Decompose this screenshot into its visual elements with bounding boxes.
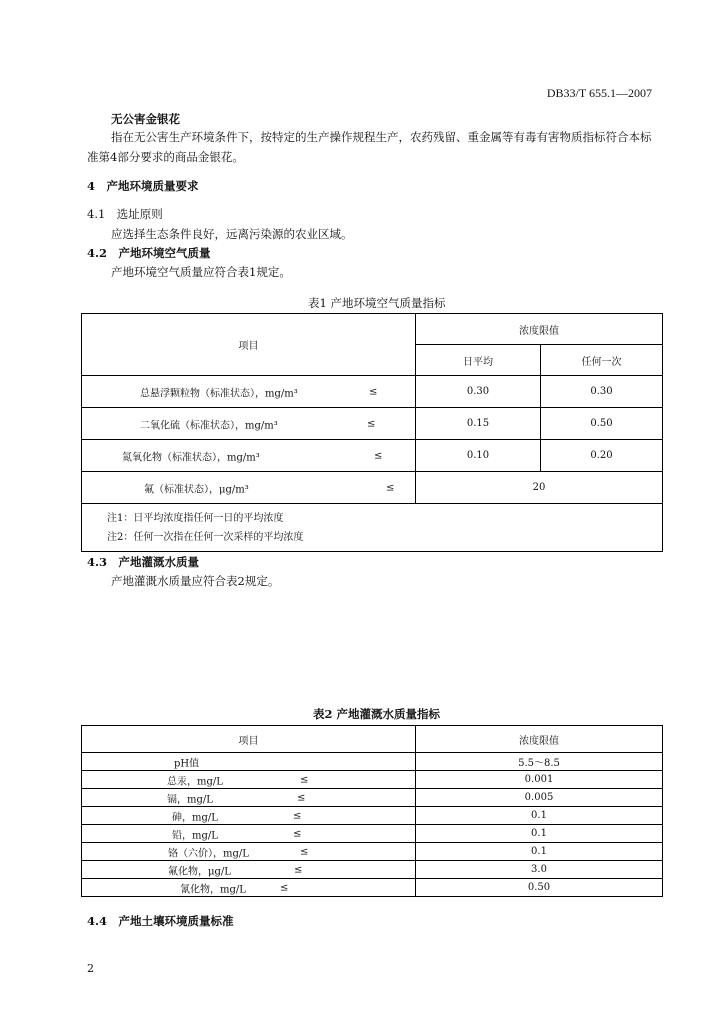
row-label: 铅，mg/L — [172, 830, 218, 841]
table-row — [82, 408, 663, 440]
table-row — [82, 843, 663, 861]
table1-notes — [82, 504, 663, 552]
le-symbol: ≤ — [297, 792, 306, 803]
section-4-1-text: 应选择生态条件良好，远离污染源的农业区域。 — [111, 227, 353, 241]
table-row — [82, 753, 663, 771]
row-label: 氰化物，mg/L — [180, 884, 246, 895]
row-value: 0.50 — [416, 879, 663, 897]
le-symbol: ≤ — [293, 810, 302, 821]
section-4-2-text: 产地环境空气质量应符合表1规定。 — [111, 265, 291, 279]
value-daily: 0.30 — [416, 376, 541, 408]
table-row — [82, 440, 663, 472]
value-merged: 20 — [416, 472, 663, 504]
table2-header-item: 项目 — [82, 726, 416, 753]
table2-header-limit: 浓度限值 — [416, 726, 663, 753]
le-symbol: ≤ — [280, 882, 289, 893]
table-row — [82, 376, 663, 408]
row-label: 砷，mg/L — [172, 812, 218, 823]
table1-header-daily: 日平均 — [416, 345, 541, 376]
le-symbol: ≤ — [386, 482, 395, 493]
row-value: 0.1 — [416, 807, 663, 825]
irrigation-water-table — [81, 725, 663, 897]
row-value: 0.001 — [416, 771, 663, 789]
table-row — [82, 861, 663, 879]
table-row — [82, 879, 663, 897]
section-4-4-heading: 4.4 产地土壤环境质量标准 — [87, 914, 234, 928]
section-4-2-heading: 4.2 产地环境空气质量 — [87, 246, 211, 260]
row-value: 0.1 — [416, 843, 663, 861]
row-label: 镉，mg/L — [167, 794, 213, 805]
table-row — [82, 825, 663, 843]
le-symbol: ≤ — [294, 864, 303, 875]
row-value: 3.0 — [416, 861, 663, 879]
value-daily: 0.15 — [416, 408, 541, 440]
row-value: 0.1 — [416, 825, 663, 843]
standard-code: DB33/T 655.1—2007 — [546, 86, 652, 100]
row-label: pH值 — [174, 758, 200, 769]
le-symbol: ≤ — [293, 828, 302, 839]
air-quality-table — [81, 313, 663, 552]
section-4-heading: 4 产地环境质量要求 — [87, 179, 199, 193]
table-row — [82, 472, 663, 504]
row-label: 二氧化硫（标准状态），mg/m³ — [140, 420, 278, 431]
le-symbol: ≤ — [367, 418, 376, 429]
term-title: 无公害金银花 — [111, 112, 180, 126]
table-row — [82, 807, 663, 825]
value-daily: 0.10 — [416, 440, 541, 472]
row-value: 5.5～8.5 — [416, 753, 663, 771]
table2-caption: 表2 产地灌溉水质量指标 — [313, 707, 441, 721]
term-definition: 指在无公害生产环境条件下，按特定的生产操作规程生产，农药残留、重金属等有毒有害物质指标符合本标准第4部分要求的商品金银花。 — [87, 130, 652, 164]
le-symbol: ≤ — [369, 386, 378, 397]
table1-note-1: 注1：日平均浓度指任何一日的平均浓度 — [107, 512, 284, 524]
table1-header-any: 任何一次 — [541, 345, 663, 376]
le-symbol: ≤ — [300, 774, 309, 785]
section-4-3-text: 产地灌溉水质量应符合表2规定。 — [111, 574, 280, 588]
section-4-1-heading: 4.1 选址原则 — [87, 207, 163, 221]
table-row — [82, 789, 663, 807]
table1-caption: 表1 产地环境空气质量指标 — [308, 296, 446, 310]
row-label: 氟（标准状态），μg/m³ — [144, 484, 249, 495]
row-label: 氟化物，μg/L — [168, 866, 231, 877]
row-label: 总悬浮颗粒物（标准状态），mg/m³ — [140, 388, 298, 399]
le-symbol: ≤ — [374, 450, 383, 461]
value-any: 0.50 — [541, 408, 663, 440]
table1-header-item: 项目 — [82, 314, 416, 376]
table-row — [82, 771, 663, 789]
page-number: 2 — [87, 962, 94, 975]
section-4-3-heading: 4.3 产地灌溉水质量 — [87, 555, 200, 569]
row-label: 总汞，mg/L — [167, 776, 223, 787]
row-label: 氮氧化物（标准状态），mg/m³ — [122, 452, 260, 463]
table1-header-limit: 浓度限值 — [416, 314, 663, 345]
value-any: 0.30 — [541, 376, 663, 408]
row-label: 铬（六价），mg/L — [168, 848, 249, 859]
table1-note-2: 注2：任何一次指在任何一次采样的平均浓度 — [107, 531, 304, 543]
row-value: 0.005 — [416, 789, 663, 807]
value-any: 0.20 — [541, 440, 663, 472]
le-symbol: ≤ — [300, 846, 309, 857]
